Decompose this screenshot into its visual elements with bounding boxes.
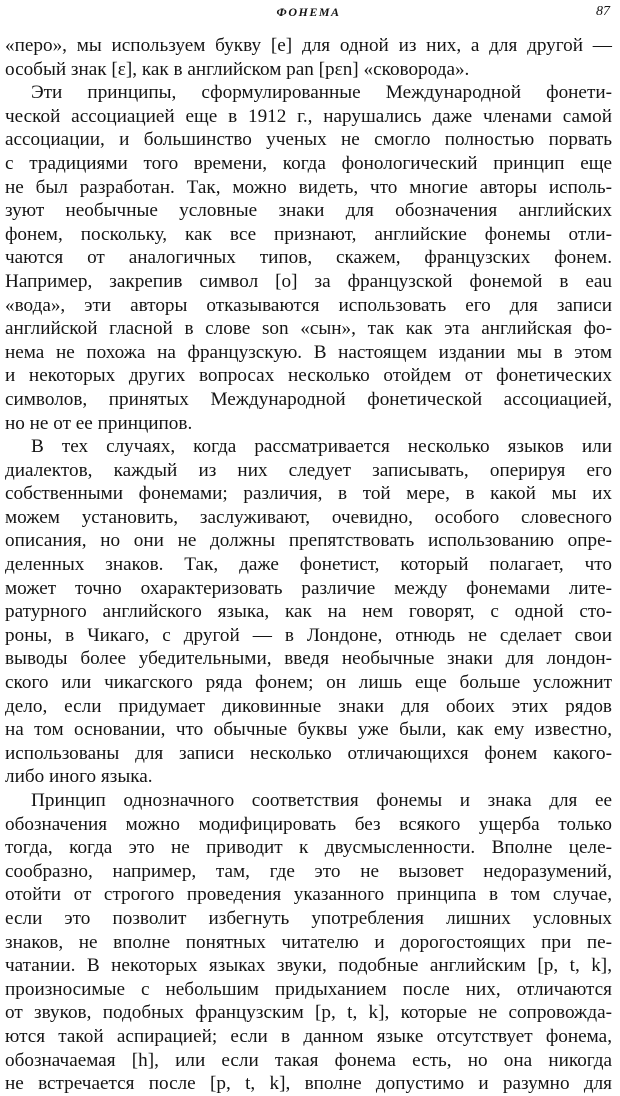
text-line: выводы более убедительными, введя необычные знаки для лондон-	[5, 648, 612, 670]
text-line: тогда, когда это не приводит к двусмысленности. Вполне целе-	[5, 837, 612, 859]
text-line: и некоторых других вопросах несколько отойдем от фонетических	[5, 365, 612, 387]
running-title: ФОНЕМА	[276, 5, 341, 19]
text-line: «перо», мы используем букву [e] для одной из них, а для другой —	[5, 35, 612, 56]
text-line: деленных знаков. Так, даже фонетист, который полагает, что	[5, 554, 612, 576]
text-line: собственными фонемами; различия, в той мере, в какой мы их	[5, 483, 612, 505]
text-line: ческой ассоциацией еще в 1912 г., нарушались даже членами самой	[5, 105, 612, 127]
text-line: знаков, не вполне понятных читателю и дорогостоящих при пе-	[5, 931, 612, 953]
text-line: ского или чикагского ряда фонем; он лишь еще больше усложнит	[5, 672, 612, 694]
text-line: зуют необычные условные знаки для обозначения английских	[5, 200, 612, 222]
text-line: но не от ее принципов.	[5, 412, 193, 434]
text-line: особый знак [ɛ], как в английском pan [pɛn] «сковорода».	[5, 58, 470, 80]
text-line: может точно охарактеризовать различие между фонемами лите-	[5, 577, 612, 599]
text-line: если это позволит избегнуть употребления лишних условных	[5, 907, 612, 929]
text-line: фонем, поскольку, как все признают, английские фонемы отли-	[5, 223, 612, 245]
text-line: на том основании, что обычные буквы уже были, как ему известно,	[5, 719, 612, 741]
paragraph	[5, 81, 612, 435]
text-line: роны, в Чикаго, с другой — в Лондоне, отнюдь не сделает свои	[5, 624, 612, 646]
text-line: описания, но они не должны препятствовать использованию опре-	[5, 530, 612, 552]
paragraph	[5, 789, 612, 1096]
text-line: обозначения можно модифицировать без всякого ущерба только	[5, 813, 612, 835]
text-line: либо иного языка.	[5, 766, 153, 788]
text-line: Принцип однозначного соответствия фонемы и знака для ее	[31, 790, 612, 811]
text-line: сообразно, например, там, где это не вызовет недоразумений,	[5, 860, 612, 882]
text-line: символов, принятых Международной фонетической ассоциацией,	[5, 388, 612, 410]
text-line: Например, закрепив символ [o] за французской фонемой в eau	[5, 270, 612, 292]
page-number: 87	[596, 4, 610, 19]
text-line: «вода», эти авторы отказываются использовать его для записи	[5, 294, 612, 316]
text-line: использованы для записи несколько отличающихся фонем какого-	[5, 742, 612, 764]
text-line: ратурного английского языка, как на нем говорят, с одной сто-	[5, 601, 612, 623]
text-line: нема не похожа на французскую. В настоящем издании мы в этом	[5, 341, 612, 363]
text-line: ассоциации, и большинство ученых не смогло полностью порвать	[5, 129, 612, 151]
text-line: можем установить, заслуживают, очевидно, особого словесного	[5, 506, 612, 528]
paragraph	[5, 34, 612, 81]
text-line: ются такой аспирацией; если в данном языке отсутствует фонема,	[5, 1025, 612, 1047]
paragraph	[5, 435, 612, 789]
text-line: не встречается после [p, t, k], вполне допустимо и разумно для	[5, 1073, 612, 1095]
text-line: чаются от аналогичных типов, скажем, французских фонем.	[5, 247, 612, 269]
text-line: диалектов, каждый из них следует записывать, оперируя его	[5, 459, 612, 481]
text-line: Эти принципы, сформулированные Международной фонети-	[31, 82, 612, 104]
body-text	[5, 34, 612, 1096]
text-line: обозначаемая [h], или если такая фонема есть, но она никогда	[5, 1049, 612, 1071]
text-line: с традициями того времени, когда фонологический принцип еще	[5, 152, 612, 174]
text-line: не был разработан. Так, можно видеть, что многие авторы исполь-	[5, 176, 612, 198]
running-head	[5, 4, 612, 34]
text-line: В тех случаях, когда рассматривается несколько языков или	[31, 436, 612, 458]
text-line: чатании. В некоторых языках звуки, подобные английским [p, t, k],	[5, 955, 612, 977]
text-line: английской гласной в слове son «сын», так как эта английская фо-	[5, 318, 612, 340]
text-line: дело, если придумает диковинные знаки для обоих этих рядов	[5, 695, 612, 717]
text-line: отойти от строгого проведения указанного принципа в том случае,	[5, 884, 612, 906]
text-line: произносимые с небольшим придыханием после них, отличаются	[5, 978, 612, 1000]
text-line: от звуков, подобных французским [p, t, k], которые не сопровожда-	[5, 1002, 612, 1024]
